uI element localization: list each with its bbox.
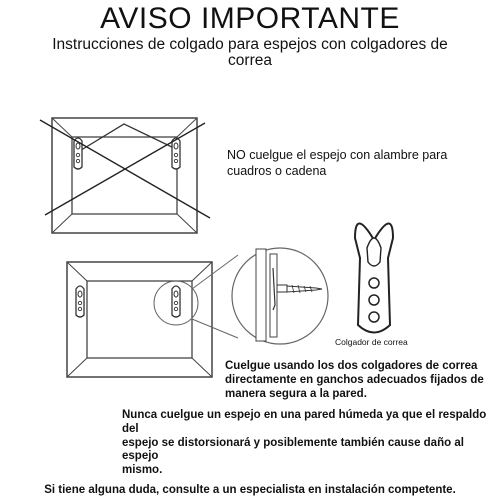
subtitle-line-2: correa <box>228 52 272 69</box>
warning-wire-text <box>227 148 487 179</box>
zoom-detail <box>232 248 328 344</box>
instruction-line-2: directamente en ganchos adecuados fijados de <box>225 373 484 386</box>
instruction-line-3: manera segura a la pared. <box>225 387 367 400</box>
warning-wire-line-1: NO cuelgue el espejo con alambre para <box>227 148 448 162</box>
mirror-wire-crossed <box>40 118 210 233</box>
subtitle-line-1: Instrucciones de colgado para espejos con colgadores de <box>52 36 448 53</box>
strap-hanger-right-icon <box>172 138 180 169</box>
humid-line-1: Nunca cuelgue un espejo en una pared húmeda ya que el respaldo del <box>122 409 487 435</box>
page-title: AVISO IMPORTANTE <box>100 2 400 35</box>
warning-wire-line-2: cuadros o cadena <box>227 163 327 178</box>
hanger-label: Colgador de correa <box>335 337 408 347</box>
instruction-line-1: Cuelgue usando los dos colgadores de correa <box>225 360 478 372</box>
strap-hanger-large-icon <box>355 223 393 332</box>
humid-line-4: mismo. <box>122 464 163 477</box>
strap-hanger-left-icon <box>76 286 84 317</box>
humid-wall-warning <box>122 409 498 478</box>
instruction-text <box>225 360 490 401</box>
consult-note: Si tiene alguna duda, consulte a un especialista en instalación competente. <box>44 484 456 496</box>
humid-line-3: espejo <box>122 450 159 463</box>
mirror-strap-correct <box>67 255 238 377</box>
strap-hanger-right-icon <box>172 286 180 317</box>
humid-line-2: espejo se distorsionará y posiblemente también cause daño al <box>122 436 464 449</box>
